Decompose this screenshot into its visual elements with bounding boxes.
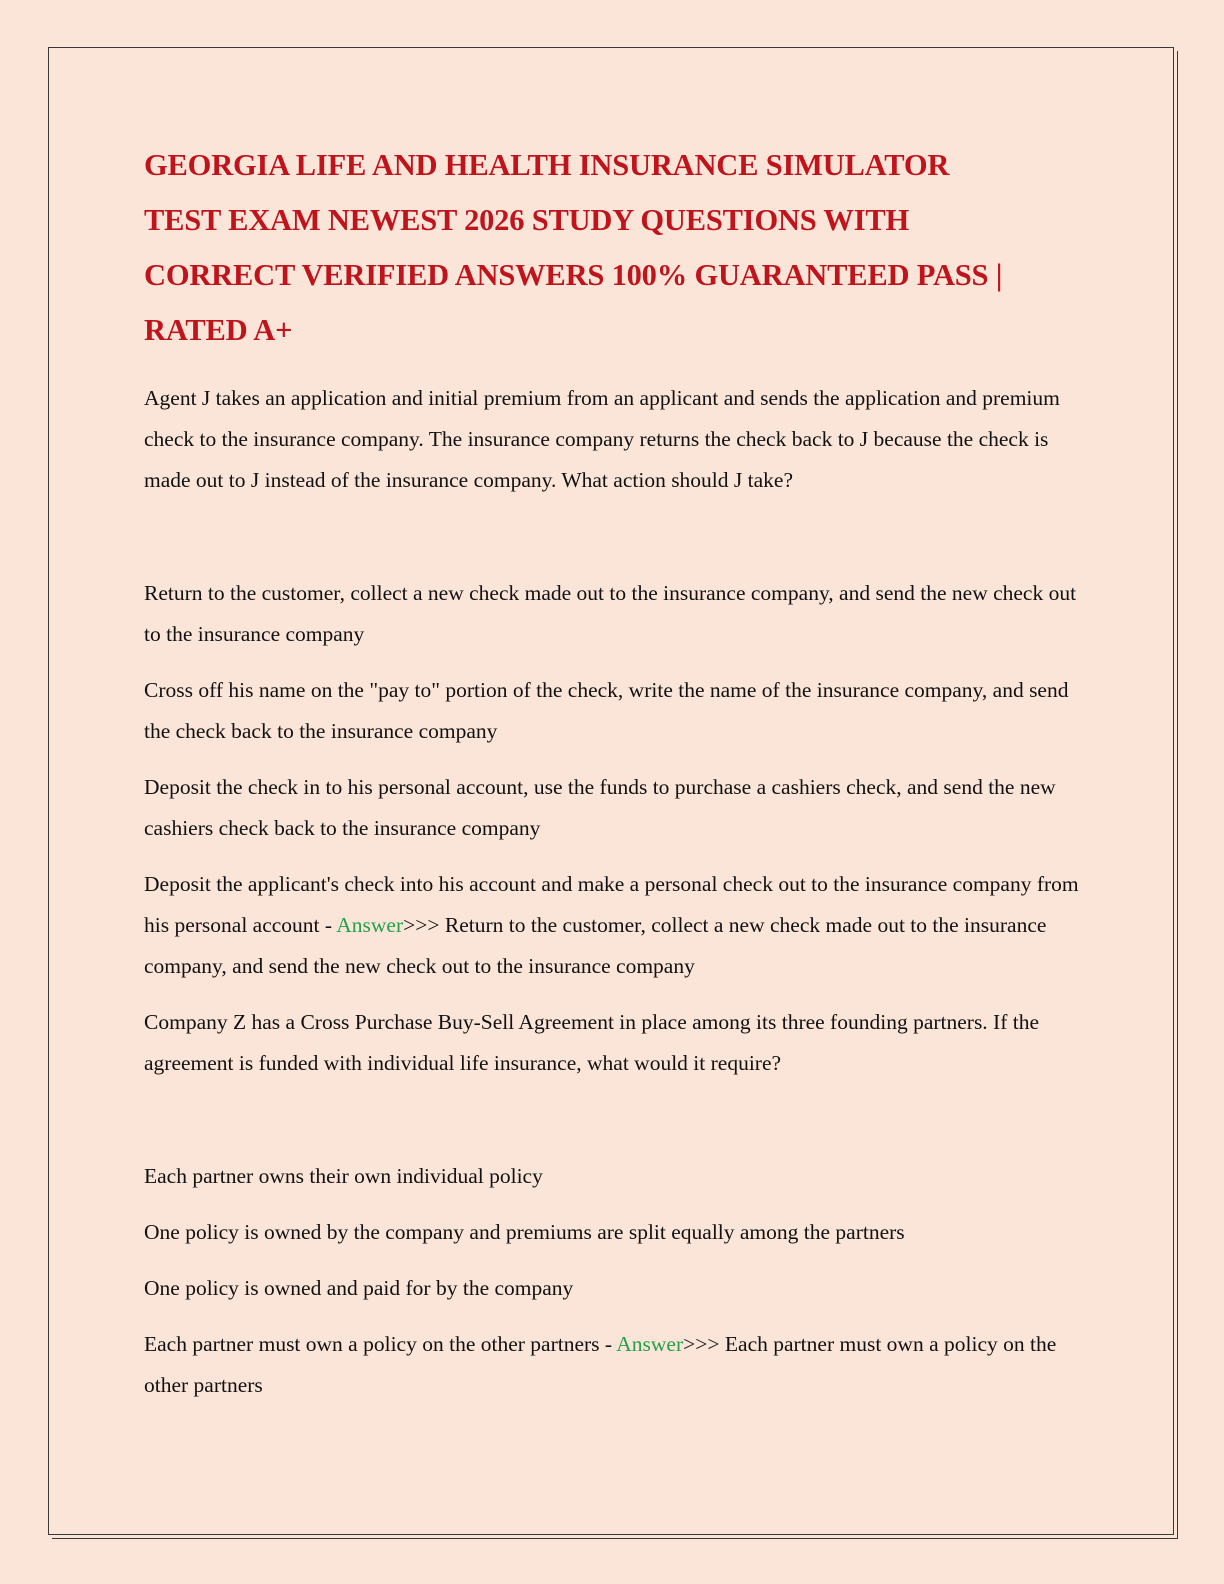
title-line: RATED A+ <box>144 313 293 347</box>
answer-option: Deposit the check in to his personal account, use the funds to purchase a cashiers check, and send the new cashiers check back to the insurance company <box>144 775 1056 840</box>
question-text: Agent J takes an application and initial premium from an applicant and sends the application and premium check to the insurance company. The insurance company returns the check back to J because the check is made out to J instead of the insurance company. What action should J take? <box>144 386 1060 492</box>
answer-option: Each partner owns their own individual policy <box>144 1164 543 1188</box>
answer-option-with-key <box>144 1324 1084 1406</box>
document-title <box>144 138 1084 358</box>
answer-label: Answer <box>336 913 404 937</box>
correct-answer-text: >>> Return to the customer, collect a new check made out to the insurance company, and send the new check out to the insurance company <box>144 913 1047 978</box>
answer-option-text: Each partner must own a policy on the other partners - <box>144 1332 617 1356</box>
answer-option-with-key <box>144 864 1084 987</box>
answer-option: One policy is owned by the company and premiums are split equally among the partners <box>144 1220 905 1244</box>
title-line: GEORGIA LIFE AND HEALTH INSURANCE SIMULATOR <box>144 148 950 182</box>
question-text: Company Z has a Cross Purchase Buy-Sell Agreement in place among its three founding partners. If the agreement is funded with individual life insurance, what would it require? <box>144 1010 1040 1075</box>
correct-answer-text: >>> Each partner must own a policy on the other partners <box>144 1332 1057 1397</box>
answer-option: Return to the customer, collect a new check made out to the insurance company, and send the new check out to the insurance company <box>144 581 1077 646</box>
answer-label: Answer <box>616 1332 684 1356</box>
title-line: TEST EXAM NEWEST 2026 STUDY QUESTIONS WITH <box>144 203 910 237</box>
answer-option: One policy is owned and paid for by the company <box>144 1276 574 1300</box>
answer-option: Cross off his name on the "pay to" portion of the check, write the name of the insurance company, and send the check back to the insurance company <box>144 678 1069 743</box>
document-content <box>144 138 1084 1421</box>
answer-option-text: Deposit the applicant's check into his account and make a personal check out to the insurance company from his personal account - <box>144 872 1079 937</box>
title-line: CORRECT VERIFIED ANSWERS 100% GUARANTEED PASS | <box>144 258 1003 292</box>
